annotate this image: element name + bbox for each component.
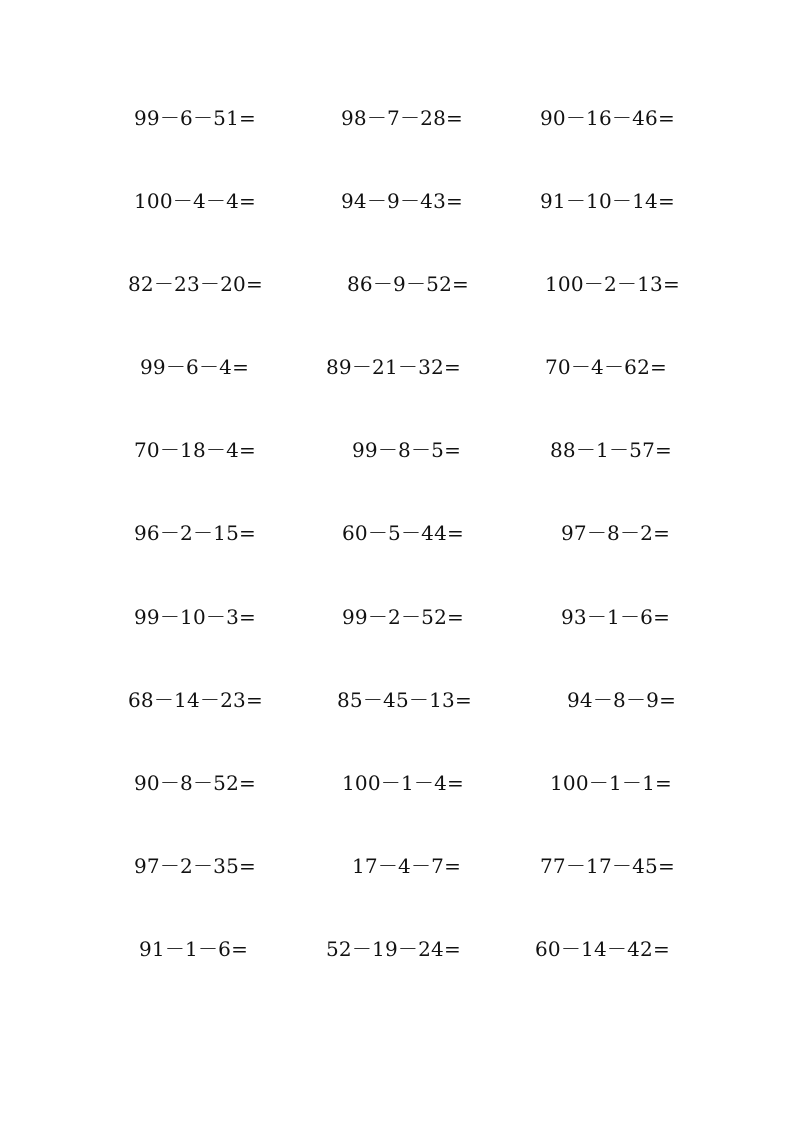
problem-1: 99－6－51= [134, 106, 256, 130]
problem-11: 89－21－32= [326, 355, 461, 379]
problem-22: 68－14－23= [128, 688, 263, 712]
problem-2: 98－7－28= [341, 106, 463, 130]
problem-12: 70－4－62= [545, 355, 667, 379]
problem-30: 77－17－45= [540, 854, 675, 878]
problem-18: 97－8－2= [561, 521, 671, 545]
problem-24: 94－8－9= [567, 688, 677, 712]
problem-33: 60－14－42= [535, 937, 670, 961]
problem-6: 91－10－14= [540, 189, 675, 213]
problem-28: 97－2－35= [134, 854, 256, 878]
problem-31: 91－1－6= [139, 937, 249, 961]
problem-13: 70－18－4= [134, 438, 256, 462]
problem-4: 100－4－4= [134, 189, 256, 213]
problem-8: 86－9－52= [347, 272, 469, 296]
problem-10: 99－6－4= [140, 355, 250, 379]
problem-17: 60－5－44= [342, 521, 464, 545]
problem-3: 90－16－46= [540, 106, 675, 130]
problem-32: 52－19－24= [326, 937, 461, 961]
problem-14: 99－8－5= [352, 438, 462, 462]
problem-19: 99－10－3= [134, 605, 256, 629]
problem-29: 17－4－7= [352, 854, 462, 878]
problem-21: 93－1－6= [561, 605, 671, 629]
problem-15: 88－1－57= [550, 438, 672, 462]
problem-27: 100－1－1= [550, 771, 672, 795]
problem-5: 94－9－43= [341, 189, 463, 213]
problem-16: 96－2－15= [134, 521, 256, 545]
problem-23: 85－45－13= [337, 688, 472, 712]
problem-26: 100－1－4= [342, 771, 464, 795]
problem-9: 100－2－13= [545, 272, 680, 296]
problem-20: 99－2－52= [342, 605, 464, 629]
problem-7: 82－23－20= [128, 272, 263, 296]
problem-25: 90－8－52= [134, 771, 256, 795]
